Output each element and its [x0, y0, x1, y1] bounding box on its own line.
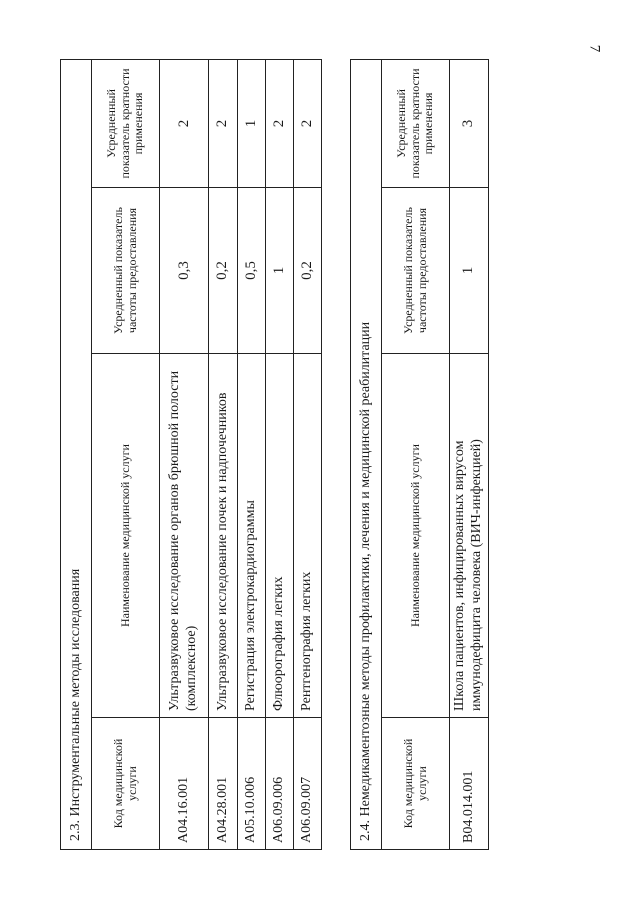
table-row: [237, 59, 265, 849]
frequency-value: 0,2: [293, 188, 321, 354]
table-row: [209, 59, 237, 849]
header-name: Наименование медицинской услуги: [92, 354, 160, 718]
service-name: Ультразвуковое исследование органов брюшной полости (комплексное): [160, 354, 209, 718]
service-code: B04.014.001: [450, 718, 489, 850]
service-name: Флюорография легких: [265, 354, 293, 718]
header-multiplicity: Усредненный показатель кратности применения: [92, 59, 160, 187]
instrumental-methods-section: [60, 60, 322, 850]
header-code: Код медицинской услуги: [382, 718, 450, 850]
table-row: [293, 59, 321, 849]
header-code: Код медицинской услуги: [92, 718, 160, 850]
service-name: Школа пациентов, инфицированных вирусом иммунодефицита человека (ВИЧ-инфекцией): [450, 354, 489, 718]
multiplicity-value: 2: [209, 59, 237, 187]
frequency-value: 1: [265, 188, 293, 354]
service-code: A06.09.006: [265, 718, 293, 850]
multiplicity-value: 2: [293, 59, 321, 187]
service-name: Ультразвуковое исследование почек и надпочечников: [209, 354, 237, 718]
multiplicity-value: 2: [265, 59, 293, 187]
section-title: 2.3. Инструментальные методы исследования: [61, 59, 92, 849]
service-name: Рентгенография легких: [293, 354, 321, 718]
header-name: Наименование медицинской услуги: [382, 354, 450, 718]
header-multiplicity: Усредненный показатель кратности применения: [382, 59, 450, 187]
service-code: A04.16.001: [160, 718, 209, 850]
instrumental-methods-table: [60, 59, 322, 850]
multiplicity-value: 2: [160, 59, 209, 187]
frequency-value: 0,5: [237, 188, 265, 354]
non-drug-methods-table: [350, 59, 489, 850]
multiplicity-value: 3: [450, 59, 489, 187]
frequency-value: 0,3: [160, 188, 209, 354]
header-frequency: Усредненный показатель частоты предоставления: [382, 188, 450, 354]
table-row: [160, 59, 209, 849]
page-number: 7: [586, 44, 603, 53]
section-title: 2.4. Немедикаментозные методы профилактики, лечения и медицинской реабилитации: [351, 59, 382, 849]
table-header-row: [92, 59, 160, 849]
service-code: A06.09.007: [293, 718, 321, 850]
table-row: [265, 59, 293, 849]
table-row: [450, 59, 489, 849]
service-code: A05.10.006: [237, 718, 265, 850]
frequency-value: 1: [450, 188, 489, 354]
frequency-value: 0,2: [209, 188, 237, 354]
service-name: Регистрация электрокардиограммы: [237, 354, 265, 718]
multiplicity-value: 1: [237, 59, 265, 187]
table-header-row: [382, 59, 450, 849]
non-drug-methods-section: [350, 60, 482, 850]
service-code: A04.28.001: [209, 718, 237, 850]
header-frequency: Усредненный показатель частоты предоставления: [92, 188, 160, 354]
